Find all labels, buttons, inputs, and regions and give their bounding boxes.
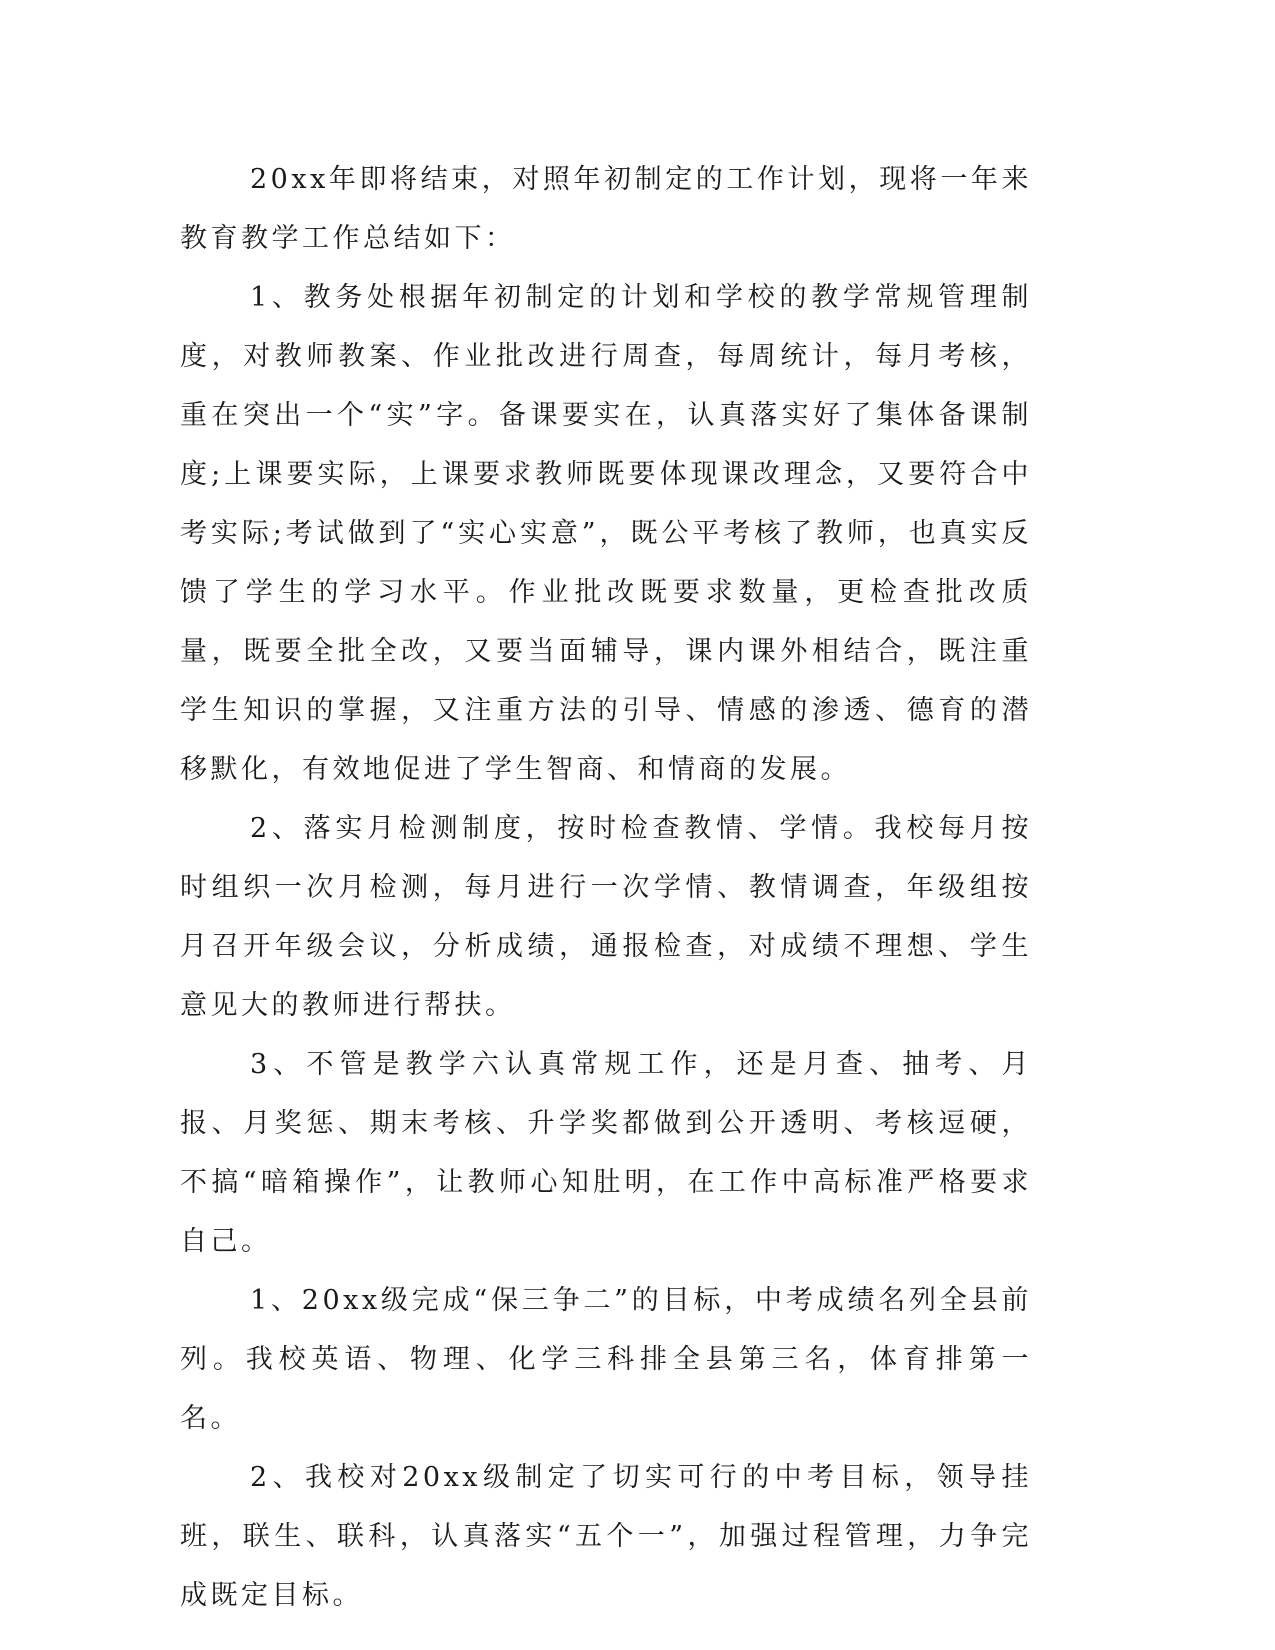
paragraph-intro: 20xx年即将结束，对照年初制定的工作计划，现将一年来教育教学工作总结如下： bbox=[180, 164, 1032, 254]
paragraph-result-2-exam-goals: 2、我校对20xx级制定了切实可行的中考目标，领导挂班，联生、联科，认真落实“五个一”，加强过程管理，力争完成既定目标。 bbox=[180, 1462, 1032, 1611]
document-page bbox=[180, 150, 1032, 1625]
paragraph-item-3-transparency: 3、不管是教学六认真常规工作，还是月查、抽考、月报、月奖惩、期末考核、升学奖都做到公开透明、考核逗硬，不搞“暗箱操作”，让教师心知肚明，在工作中高标准严格要求自己。 bbox=[180, 1049, 1032, 1257]
paragraph-item-1-routine-management: 1、教务处根据年初制定的计划和学校的教学常规管理制度，对教师教案、作业批改进行周查，每周统计，每月考核，重在突出一个“实”字。备课要实在，认真落实好了集体备课制度;上课要实际，上课要求教师既要体现课改理念，又要符合中考实际;考试做到了“实心实意”，既公平考核了教师，也真实反馈了学生的学习水平。作业批改既要求数量，更检查批改质量，既要全批全改，又要当面辅导，课内课外相结合，既注重学生知识的掌握，又注重方法的引导、情感的渗透、德育的潜移默化，有效地促进了学生智商、和情商的发展。 bbox=[180, 282, 1032, 785]
paragraph-item-2-monthly-testing: 2、落实月检测制度，按时检查教情、学情。我校每月按时组织一次月检测，每月进行一次学情、教情调查，年级组按月召开年级会议，分析成绩，通报检查，对成绩不理想、学生意见大的教师进行帮扶。 bbox=[180, 813, 1032, 1021]
paragraph-result-1-exam-ranking: 1、20xx级完成“保三争二”的目标，中考成绩名列全县前列。我校英语、物理、化学三科排全县第三名，体育排第一名。 bbox=[180, 1285, 1032, 1434]
